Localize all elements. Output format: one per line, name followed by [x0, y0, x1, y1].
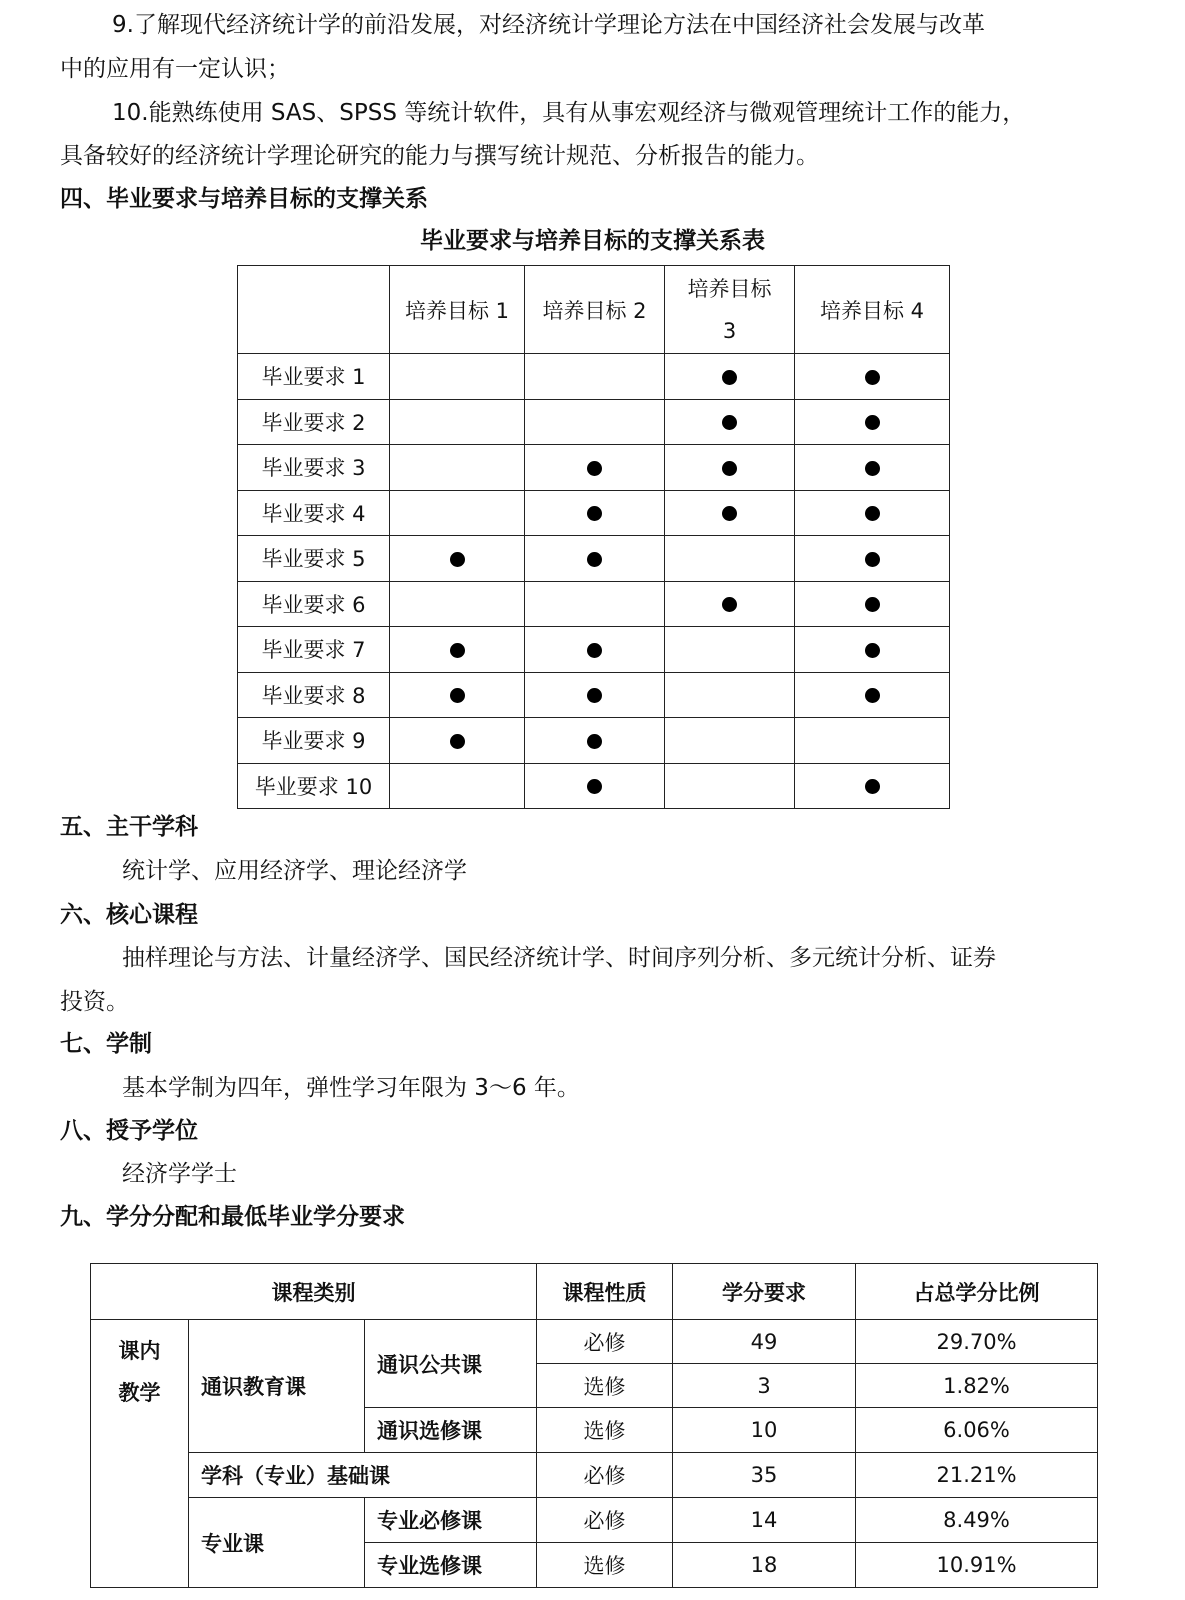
- support-cell: [665, 581, 795, 627]
- support-cell: [795, 490, 950, 536]
- section7-body: 基本学制为四年，弹性学习年限为 3～6 年。: [122, 1075, 580, 1101]
- support-dot-icon: [722, 415, 737, 430]
- support-cell: [390, 536, 525, 582]
- support-cell: [795, 445, 950, 491]
- ratio-cell: 1.82%: [856, 1364, 1098, 1408]
- section9-heading: 九、学分分配和最低毕业学分要求: [60, 1204, 405, 1230]
- nature-cell: 必修: [537, 1320, 673, 1364]
- support-cell: [665, 354, 795, 400]
- requirement-label: 毕业要求 2: [238, 399, 390, 445]
- goal-header: 培养目标 4: [795, 266, 950, 354]
- support-cell: [525, 763, 665, 809]
- general-public-label: 通识公共课: [365, 1320, 537, 1408]
- item9-line2: 中的应用有一定认识；: [60, 56, 290, 82]
- requirement-label: 毕业要求 1: [238, 354, 390, 400]
- requirement-label: 毕业要求 3: [238, 445, 390, 491]
- item10-line1: 10.能熟练使用 SAS、SPSS 等统计软件，具有从事宏观经济与微观管理统计工作的能力，: [112, 100, 1026, 126]
- support-cell: [665, 490, 795, 536]
- ratio-cell: 29.70%: [856, 1320, 1098, 1364]
- general-elective-label: 通识选修课: [365, 1408, 537, 1453]
- support-dot-icon: [587, 506, 602, 521]
- support-cell: [795, 536, 950, 582]
- requirement-label: 毕业要求 10: [238, 763, 390, 809]
- section4-heading: 四、毕业要求与培养目标的支撑关系: [60, 186, 428, 212]
- support-dot-icon: [587, 734, 602, 749]
- support-dot-icon: [587, 461, 602, 476]
- ratio-cell: 10.91%: [856, 1543, 1098, 1588]
- ratio-header: 占总学分比例: [856, 1264, 1098, 1320]
- goal-header: 培养目标 2: [525, 266, 665, 354]
- support-cell: [390, 627, 525, 673]
- section8-heading: 八、授予学位: [60, 1118, 198, 1144]
- support-dot-icon: [587, 779, 602, 794]
- support-cell: [390, 399, 525, 445]
- nature-cell: 必修: [537, 1453, 673, 1498]
- support-cell: [665, 445, 795, 491]
- support-dot-icon: [450, 734, 465, 749]
- credits-cell: 14: [673, 1498, 856, 1543]
- support-dot-icon: [865, 643, 880, 658]
- nature-cell: 必修: [537, 1498, 673, 1543]
- support-dot-icon: [722, 461, 737, 476]
- requirement-label: 毕业要求 9: [238, 718, 390, 764]
- item9-line1: 9.了解现代经济统计学的前沿发展，对经济统计学理论方法在中国经济社会发展与改革: [112, 12, 985, 38]
- support-cell: [795, 399, 950, 445]
- support-dot-icon: [865, 461, 880, 476]
- credits-cell: 10: [673, 1408, 856, 1453]
- support-table: [237, 265, 950, 809]
- support-cell: [795, 718, 950, 764]
- support-dot-icon: [722, 597, 737, 612]
- requirement-label: 毕业要求 4: [238, 490, 390, 536]
- support-cell: [390, 354, 525, 400]
- support-cell: [795, 672, 950, 718]
- support-cell: [525, 581, 665, 627]
- support-dot-icon: [450, 552, 465, 567]
- credits-cell: 35: [673, 1453, 856, 1498]
- group-label-text: 课内教学: [118, 1339, 161, 1405]
- group-label: [91, 1320, 189, 1588]
- support-cell: [525, 718, 665, 764]
- credits-cell: 3: [673, 1364, 856, 1408]
- support-dot-icon: [587, 643, 602, 658]
- general-education-label: 通识教育课: [189, 1320, 365, 1453]
- requirement-label: 毕业要求 8: [238, 672, 390, 718]
- ratio-cell: 8.49%: [856, 1498, 1098, 1543]
- category-header: 课程类别: [91, 1264, 537, 1320]
- support-cell: [525, 399, 665, 445]
- section6-body-line2: 投资。: [60, 989, 129, 1015]
- support-table-title: 毕业要求与培养目标的支撑关系表: [420, 228, 765, 254]
- section5-heading: 五、主干学科: [60, 814, 198, 840]
- support-cell: [525, 536, 665, 582]
- support-cell: [795, 354, 950, 400]
- support-dot-icon: [865, 688, 880, 703]
- major-courses-label: 专业课: [189, 1498, 365, 1588]
- support-cell: [795, 627, 950, 673]
- support-cell: [525, 672, 665, 718]
- support-cell: [525, 627, 665, 673]
- ratio-cell: 6.06%: [856, 1408, 1098, 1453]
- nature-cell: 选修: [537, 1408, 673, 1453]
- support-dot-icon: [722, 506, 737, 521]
- section7-heading: 七、学制: [60, 1031, 152, 1057]
- support-dot-icon: [450, 688, 465, 703]
- support-cell: [390, 763, 525, 809]
- support-cell: [390, 672, 525, 718]
- support-cell: [665, 627, 795, 673]
- discipline-basic-label: 学科（专业）基础课: [189, 1453, 537, 1498]
- support-dot-icon: [865, 779, 880, 794]
- support-cell: [525, 354, 665, 400]
- support-dot-icon: [450, 643, 465, 658]
- nature-header: 课程性质: [537, 1264, 673, 1320]
- support-dot-icon: [865, 415, 880, 430]
- section8-body: 经济学学士: [122, 1161, 237, 1187]
- support-cell: [525, 490, 665, 536]
- credits-header: 学分要求: [673, 1264, 856, 1320]
- ratio-cell: 21.21%: [856, 1453, 1098, 1498]
- support-cell: [390, 718, 525, 764]
- support-cell: [665, 718, 795, 764]
- support-cell: [390, 490, 525, 536]
- support-dot-icon: [722, 370, 737, 385]
- support-cell: [390, 581, 525, 627]
- support-cell: [525, 445, 665, 491]
- credits-cell: 49: [673, 1320, 856, 1364]
- major-required-label: 专业必修课: [365, 1498, 537, 1543]
- support-cell: [795, 763, 950, 809]
- support-cell: [390, 445, 525, 491]
- goal-header: 培养目标 1: [390, 266, 525, 354]
- requirement-label: 毕业要求 7: [238, 627, 390, 673]
- item10-line2: 具备较好的经济统计学理论研究的能力与撰写统计规范、分析报告的能力。: [60, 143, 819, 169]
- section6-heading: 六、核心课程: [60, 902, 198, 928]
- support-cell: [665, 536, 795, 582]
- support-cell: [665, 763, 795, 809]
- support-dot-icon: [865, 506, 880, 521]
- support-dot-icon: [587, 688, 602, 703]
- support-dot-icon: [865, 552, 880, 567]
- support-cell: [795, 581, 950, 627]
- support-cell: [665, 672, 795, 718]
- nature-cell: 选修: [537, 1543, 673, 1588]
- support-dot-icon: [865, 597, 880, 612]
- support-dot-icon: [587, 552, 602, 567]
- goal-header: 培养目标 3: [665, 266, 795, 354]
- requirement-label: 毕业要求 6: [238, 581, 390, 627]
- section6-body-line1: 抽样理论与方法、计量经济学、国民经济统计学、时间序列分析、多元统计分析、证券: [122, 945, 996, 971]
- support-cell: [665, 399, 795, 445]
- major-elective-label: 专业选修课: [365, 1543, 537, 1588]
- support-dot-icon: [865, 370, 880, 385]
- nature-cell: 选修: [537, 1364, 673, 1408]
- header-blank: [238, 266, 390, 354]
- section5-body: 统计学、应用经济学、理论经济学: [122, 858, 467, 884]
- credit-table: [90, 1263, 1098, 1588]
- requirement-label: 毕业要求 5: [238, 536, 390, 582]
- credits-cell: 18: [673, 1543, 856, 1588]
